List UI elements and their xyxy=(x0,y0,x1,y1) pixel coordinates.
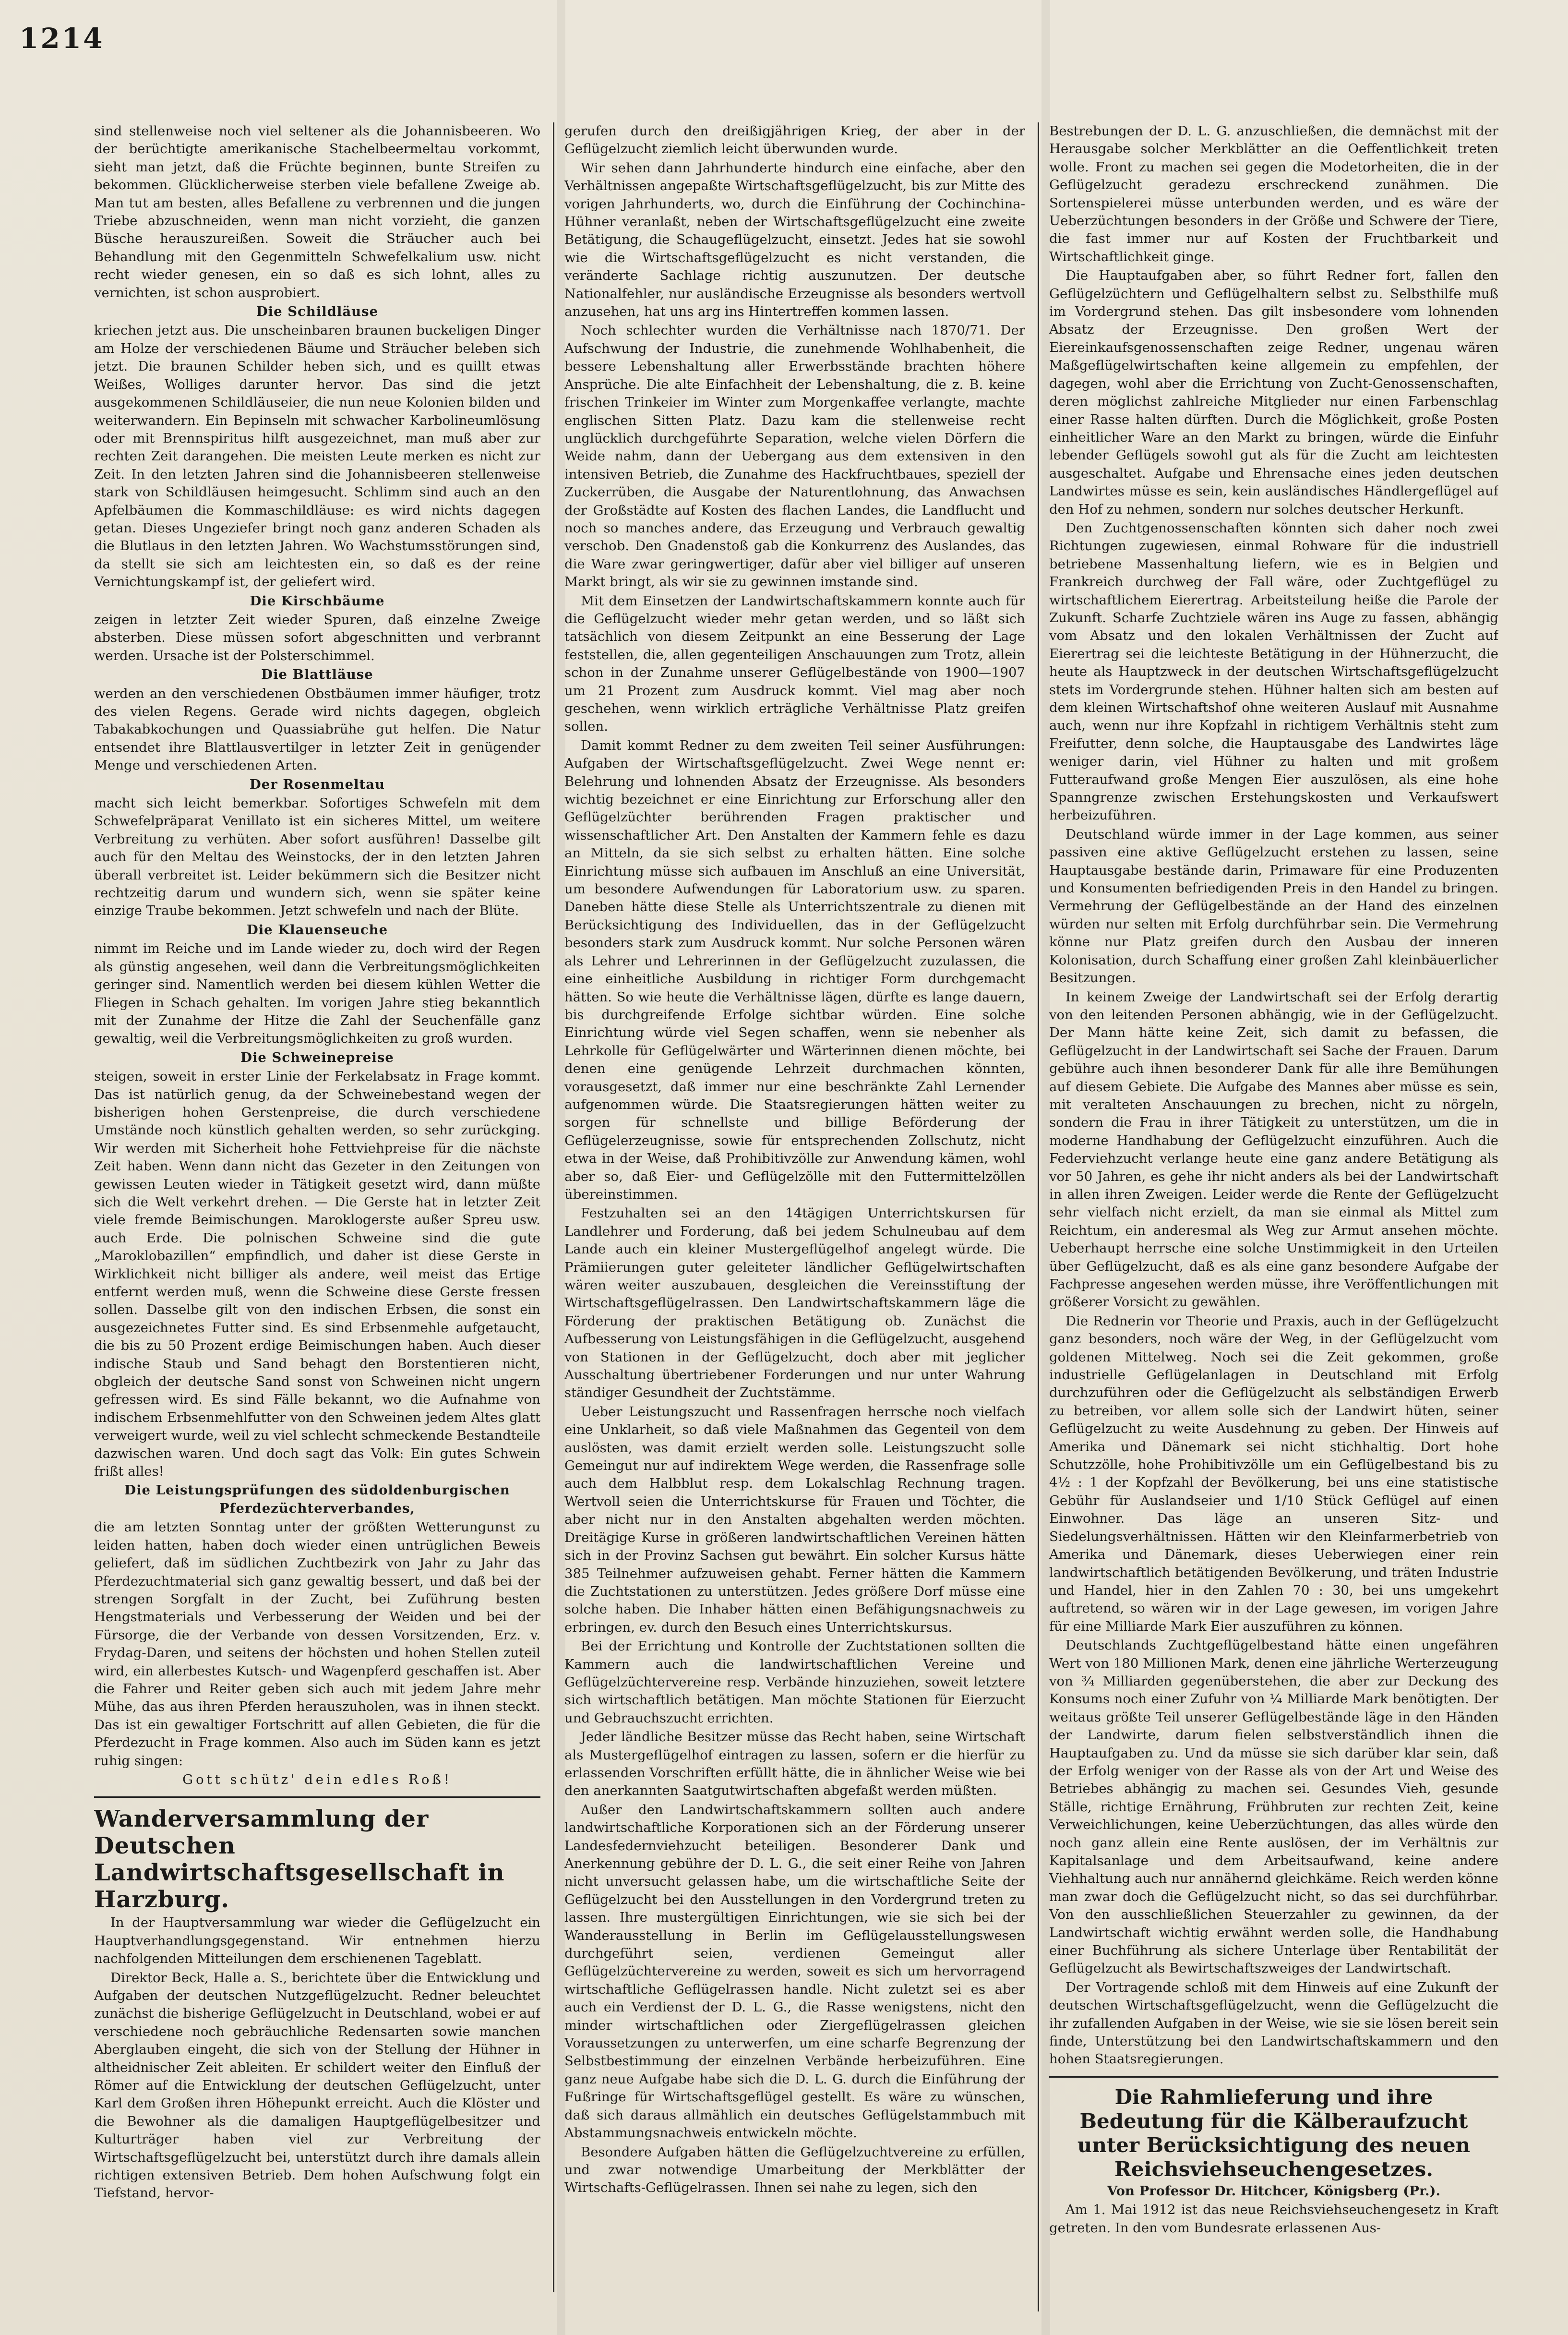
paragraph: Damit kommt Redner zu dem zweiten Teil seiner Ausführungen: Aufgaben der Wirtschaftsgeflügelzucht. Zwei Wege nennt er: Belehrung und lohnenden Absatz der Erzeugnisse. Als besonders wichtig bezeichnet er eine Einrichtung zur Erforschung aller den Geflügelzüchter berührenden Fragen praktischer und wissenschaftlicher Art. Den Anstalten der Kammern fehle es dazu an Mitteln, da sie sich selbst zu erhalten hätten. Eine solche Einrichtung müsse sich aufbauen im Anschluß an eine Universität, um besondere Aufwendungen für Laboratorium usw. zu sparen. Daneben hätte diese Stelle als Unterrichtszentrale zu dienen mit Berücksichtigung des Individuellen, das in der Geflügelzucht besonders stark zum Ausdruck kommt. Nur solche Personen wären als Lehrer und Lehrerinnen in der Geflügelzucht zuzulassen, die eine einheitliche Ausbildung in richtiger Form durchgemacht hätten. So wie heute die Verhältnisse lägen, dürfte es lange dauern, bis durchgreifende Erfolge sichtbar würden. Eine solche Einrichtung würde viel Segen schaffen, wenn sie nebenher als Lehrkolle für Geflügelwärter und Wärterinnen dienen möchte, bei denen eine genügende Lehrzeit durchmachen könnten, vorausgesetzt, daß immer nur eine beschränkte Zahl Lernender aufgenommen würde. Die Staatsregierungen hätten weiter zu sorgen für schnellste und billige Beförderung der Geflügelerzeugnisse, sowie für entsprechenden Zollschutz, nicht etwa in der Weise, daß Prohibitivzölle zur Anwendung kämen, wohl aber so, daß Eier- und Geflügelzölle mit den Futtermittelzöllen übereinstimmen. xyxy=(564,737,1025,1202)
paragraph: Den Zuchtgenossenschaften könnten sich daher noch zwei Richtungen zugewiesen, einmal Rohware für die industriell betriebene Massenhaltung liefern, wie es in Belgien und Frankreich durchweg der Fall wäre, oder Zuchtgeflügel zu wirtschaftlichem Eierertrag. Arbeitsteilung heiße die Parole der Zukunft. Scharfe Zuchtziele wären ins Auge zu fassen, abhängig vom Absatz und den lokalen Verhältnissen der Zucht auf Eierertrag sei die leichteste Betätigung in der Hühnerzucht, die heute als Hauptzweck in der deutschen Wirtschaftsgeflügelzucht stets im Vordergrunde stehen. Hühner halten sich am besten auf dem kleinen Wirtschaftshof ohne weiteren Auslauf mit Ausnahme auch, wenn nur ihre Kopfzahl in richtigem Verhältnis steht zum Freifutter, denn solche, die Hauptausgabe des Landwirtes läge weniger darin, viel Hühner zu halten und mit großem Futteraufwand große Mengen Eier auszulösen, als eine hohe Spanngrenze zwischen Erstehungskosten und Verkaufswert herbeizuführen. xyxy=(1049,520,1498,823)
paragraph: Bei der Errichtung und Kontrolle der Zuchtstationen sollten die Kammern auch die landwirtschaftlichen Vereine und Geflügelzüchtervereine resp. Verbände hinzuziehen, soweit letztere sich wirtschaftlich betätigen. Man möchte Stationen für Eierzucht und Gebrauchszucht errichten. xyxy=(564,1638,1025,1726)
article-title: Wanderversammlung der Deutschen Landwirtschaftsgesellschaft in Harzburg. xyxy=(94,1805,505,1914)
paragraph: Jeder ländliche Besitzer müsse das Recht haben, seine Wirtschaft als Mustergeflügelhof eintragen zu lassen, sofern er die hierfür zu erlassenden Vorschriften erfüllt hätte, die in ähnlicher Weise wie bei den anerkannten Saatgutwirtschaften abgefaßt werden müßten. xyxy=(564,1729,1025,1799)
paragraph: Mit dem Einsetzen der Landwirtschaftskammern konnte auch für die Geflügelzucht wieder mehr getan werden, und so läßt sich tatsächlich von diesem Zeitpunkt an eine Besserung der Lage feststellen, die, allen gegenteiligen Anschauungen zum Trotz, allein schon in der Zunahme unserer Geflügelbestände von 1900—1907 um 21 Prozent zum Ausdruck kommt. Viel mag aber noch geschehen, wenn wirklich erträgliche Verhältnisse Platz greifen sollen. xyxy=(564,593,1025,734)
paragraph: Am 1. Mai 1912 ist das neue Reichsviehseuchengesetz in Kraft getreten. In den vom Bundesrate erlassenen Aus- xyxy=(1049,2202,1498,2236)
paragraph: In der Hauptversammlung war wieder die Geflügelzucht ein Hauptverhandlungsgegenstand. Wir entnehmen hierzu nachfolgenden Mitteilungen dem erschienenen Tageblatt. xyxy=(94,1915,540,1967)
column-3 xyxy=(1049,122,1498,2302)
paragraph: gerufen durch den dreißigjährigen Krieg, der aber in der Geflügelzucht ziemlich leicht überwunden wurde. xyxy=(564,123,1025,157)
section-heading: Die Schildläuse xyxy=(256,304,379,320)
divider xyxy=(94,1796,540,1798)
motto-line: Gott schütz' dein edles Roß! xyxy=(182,1771,452,1787)
divider xyxy=(1049,2076,1498,2078)
page-number: 1214 xyxy=(19,22,105,55)
paragraph: Besondere Aufgaben hätten die Geflügelzuchtvereine zu erfüllen, und zwar notwendige Umarbeitung der Merkblätter der Wirtschafts-Geflügelrassen. Ihnen sei nahe zu legen, sich den xyxy=(564,2144,1025,2196)
column-rule xyxy=(553,122,554,2292)
paragraph: Bestrebungen der D. L. G. anzuschließen, die demnächst mit der Herausgabe solcher Merkblätter an die Oeffentlichkeit treten wolle. Front zu machen sei gegen die Modetorheiten, die in der Geflügelzucht geradezu erschreckend zunähmen. Die Sortenspielerei müsse unterbunden werden, und es wäre der Ueberzüchtungen besonders in der Größe und Schwere der Tiere, die fast immer nur auf Kosten der Fruchtbarkeit und Wirtschaftlichkeit ginge. xyxy=(1049,123,1498,265)
section-heading: Die Klauenseuche xyxy=(246,922,388,938)
article-author: Von Professor Dr. Hitchcer, Königsberg (Pr.). xyxy=(1107,2183,1441,2199)
article-title: Die Rahmlieferung und ihre Bedeutung für die Kälberaufzucht unter Berücksichtigung des neuen Reichsviehseuchengesetzes. xyxy=(1077,2085,1471,2181)
column-2 xyxy=(564,122,1025,2307)
paragraph: zeigen in letzter Zeit wieder Spuren, daß einzelne Zweige absterben. Diese müssen sofort abgeschnitten und verbrannt werden. Ursache ist der Polsterschimmel. xyxy=(94,612,540,663)
section-heading: Die Leistungsprüfungen des südoldenburgischen Pferdezüchterverbandes, xyxy=(124,1482,510,1516)
paragraph: steigen, soweit in erster Linie der Ferkelabsatz in Frage kommt. Das ist natürlich genug, da der Schweinebestand wegen der bisherigen hohen Gerstenpreise, die durch verschiedene Umstände noch künstlich gehalten werden, so sehr zurückging. Wir werden mit Sicherheit hohe Fettviehpreise für die nächste Zeit haben. Wenn dann nicht das Gezeter in den Zeitungen von gewissen Leuten wieder in Tätigkeit gesetzt wird, dann müßte sich die Welt verkehrt drehen. — Die Gerste hat in letzter Zeit viele fremde Beimischungen. Maroklogerste außer Spreu usw. auch Erde. Die polnischen Schweine sind die gute „Maroklobazillen“ empfindlich, und daher ist diese Gerste in Wirklichkeit nicht billiger als andere, weil meist das Ertige entfernt werden muß, wenn die Schweine diese Gerste fressen sollen. Dasselbe gilt von den indischen Erbsen, die sonst ein ausgezeichnetes Futter sind. Es sind Erbsenmehle aufgetaucht, die bis zu 50 Prozent erdige Beimischungen haben. Auch dieser indische Staub und Sand behagt den Borstentieren nicht, obgleich der deutsche Sand sonst von Schweinen nicht ungern gefressen wird. Es sind Fälle bekannt, wo die Aufnahme von indischem Erbsenmehlfutter von den Schweinen jedem Altes glatt verweigert wurde, weil zu viel schlecht schmeckende Bestandteile dazwischen waren. Und doch sagt das Volk: Ein gutes Schwein frißt alles! xyxy=(94,1069,540,1480)
paragraph: Die Rednerin vor Theorie und Praxis, auch in der Geflügelzucht ganz besonders, noch wäre der Weg, in der Geflügelzucht vom goldenen Mittelweg. Noch sei die Zeit gekommen, große industrielle Geflügelanlagen in Deutschland mit Erfolg durchzuführen oder die Geflügelzucht als selbständigen Erwerb zu betreiben, vor allem solle sich der Landwirt hüten, seiner Geflügelzucht zu weite Ausdehnung zu geben. Der Hinweis auf Amerika und Dänemark sei nicht stichhaltig. Dort hohe Schutzzölle, hohe Prohibitivzölle um ein Geflügelbestand bis zu 4½ : 1 der Kopfzahl der Bevölkerung, bei uns eine statistische Gebühr für Auslandseier und 1/10 Stück Geflügel auf einen Einwohner. Das läge an unseren Sitz- und Siedelungsverhältnissen. Hätten wir den Kleinfarmerbetrieb von Amerika und Dänemark, dieses Ueberwiegen einer rein landwirtschaftlich betätigenden Bevölkerung, und träten Industrie und Handel, hier in den Zahlen 70 : 30, bei uns umgekehrt auftretend, so wären wir in der Lage gewesen, im vorigen Jahre für eine Milliarde Mark Eier auszuführen zu können. xyxy=(1049,1313,1498,1634)
section-heading: Die Schweinepreise xyxy=(240,1049,394,1065)
paragraph: werden an den verschiedenen Obstbäumen immer häufiger, trotz des vielen Regens. Gerade wird nichts dagegen, obgleich Tabakabkochungen und Quassiabrühe gut helfen. Die Natur entsendet ihre Blattlausvertilger in letzter Zeit in genügender Menge und verschiedenen Arten. xyxy=(94,686,540,773)
paragraph: Die Hauptaufgaben aber, so führt Redner fort, fallen den Geflügelzüchtern und Geflügelhaltern selbst zu. Selbsthilfe muß im Vordergrund stehen. Das gilt insbesondere vom lohnenden Absatz der Erzeugnisse. Den großen Wert der Eiereinkaufsgenossenschaften zeige Redner, ungenau wären Maßgeflügelwirtschaften keine allgemein zu empfehlen, der dagegen, wohl aber die Errichtung von Zucht-Genossenschaften, deren möglichst zahlreiche Mitglieder nur einen Farbenschlag einer Rasse halten dürften. Durch die Möglichkeit, große Posten einheitlicher Ware an den Markt zu bringen, würde die Einfuhr lebender Geflügels sowohl gut als für die Zucht am leichtesten ausgeschaltet. Aufgabe und Ehrensache eines jeden deutschen Landwirtes müsse es sein, kein ausländisches Händlergeflügel auf den Hof zu nehmen, sondern nur solches deutscher Herkunft. xyxy=(1049,268,1498,517)
paragraph: Deutschlands Zuchtgeflügelbestand hätte einen ungefähren Wert von 180 Millionen Mark, denen eine jährliche Werterzeugung von ¾ Milliarden gegenüberstehen, die aber zur Deckung des Konsums noch einer Zufuhr von ¼ Milliarde Mark benötigten. Der weitaus größte Teil unserer Geflügelbestände läge in den Händen der Landwirte, darum fielen selbstverständlich ihnen die Hauptaufgaben zu. Und da müsse sie sich darüber klar sein, daß der Erfolg weniger von der Rasse als von der Art und Weise des Betriebes abhängig zu machen sei. Gesundes Vieh, gesunde Ställe, richtige Ernährung, Frühbruten zur rechten Zeit, keine Verweichlichungen, keine Ueberzüchtungen, das alles würde den noch ganz allein eine Rente auslösen, der im Verhältnis zur Kapitalsanlage und dem Arbeitsaufwand, keine andere Viehhaltung auch nur annähernd gleichkäme. Reich werden könne man zwar doch die Geflügelzucht nicht, so das sei durchführbar. Von den ausschließlichen Steuerzahler zu gewinnen, da der Landwirtschaft wichtig erwähnt werden solle, die Handhabung einer Buchführung als sichere Unterlage über Rentabilität der Geflügelzucht als Bewirtschaftszweiges der Landwirtschaft. xyxy=(1049,1637,1498,1976)
paragraph: sind stellenweise noch viel seltener als die Johannisbeeren. Wo der berüchtigte amerikanische Stachelbeermeltau vorkommt, sieht man jetzt, daß die Früchte beginnen, bunte Streifen zu bekommen. Glücklicherweise sterben viele befallene Zweige ab. Man tut am besten, alles Befallene zu verbrennen und die jungen Triebe abzuschneiden, wenn man nicht vorzieht, die ganzen Büsche herauszureißen. Soweit die Sträucher auch bei Behandlung mit den Gegenmitteln Schwefelkalium usw. nicht recht wieder genesen, ein so daß es sich lohnt, alles zu vernichten, ist schon ausprobiert. xyxy=(94,123,540,301)
section-heading: Die Blattläuse xyxy=(261,667,373,683)
column-1 xyxy=(94,122,540,2268)
paragraph: Außer den Landwirtschaftskammern sollten auch andere landwirtschaftliche Korporationen sich an der Förderung unserer Landesfedernviehzucht beteiligen. Besonderer Dank und Anerkennung gebühre der D. L. G., die seit einer Reihe von Jahren nicht unversucht gelassen habe, um die wirtschaftliche Seite der Geflügelzucht bei den Ausstellungen in den Vordergrund treten zu lassen. Ihre mustergültigen Einrichtungen, wie sie sich bei der Wanderausstellung in Berlin im Geflügelausstellungswesen durchgeführt seien, verdienen Gemeingut aller Geflügelzüchtervereine zu werden, soweit es sich um hervorragend wirtschaftliche Geflügelrassen handle. Nicht zuletzt sei es aber auch ein Verdienst der D. L. G., die Rasse wenigstens, nicht den minder wirtschaftlichen oder Ziergeflügelrassen gleichen Voraussetzungen zu unterwerfen, um eine scharfe Begrenzung der Selbstbestimmung der einzelnen Verbände herbeizuführen. Eine ganz neue Aufgabe habe sich die D. L. G. durch die Einführung der Fußringe für Wirtschaftsgeflügel gestellt. Es wäre zu wünschen, daß sich daraus allmählich ein deutsches Geflügelstammbuch mit Abstammungsnachweis entwickeln möchte. xyxy=(564,1802,1025,2141)
section-heading: Der Rosenmeltau xyxy=(249,776,385,792)
paragraph: In keinem Zweige der Landwirtschaft sei der Erfolg derartig von den leitenden Personen abhängig, wie in der Geflügelzucht. Der Mann hätte keine Zeit, sich damit zu befassen, die Geflügelzucht in der Landwirtschaft sei Sache der Frauen. Darum gebühre auch ihnen besonderer Dank für alle ihre Bemühungen auf diesem Gebiete. Die Aufgabe des Mannes aber müsse es sein, mit veralteten Anschauungen zu brechen, nicht zu nörgeln, sondern die Frau in ihrer Tätigkeit zu unterstützen, um die in moderne Handhabung der Geflügelzucht einzuführen. Auch die Federviehzucht verlange heute eine ganz andere Betätigung als vor 50 Jahren, es gehe ihr nicht anders als bei der Landwirtschaft in allen ihren Zweigen. Leider werde die Rente der Geflügelzucht sehr vielfach nicht erzielt, da man sie einmal als Mittel zum Reichtum, ein anderesmal als Weg zur Armut ansehen möchte. Ueberhaupt herrsche eine solche Unstimmigkeit in den Urteilen über Geflügelzucht, daß es als eine ganz besondere Aufgabe der Fachpresse angesehen werden müsse, ihre Veröffentlichungen mit größerer Vorsicht zu gewählen. xyxy=(1049,989,1498,1310)
paragraph: Wir sehen dann Jahrhunderte hindurch eine einfache, aber den Verhältnissen angepaßte Wirtschaftsgeflügelzucht, bis zur Mitte des vorigen Jahrhunderts, wo, durch die Einführung der Cochinchina-Hühner veranlaßt, neben der Wirtschaftsgeflügelzucht eine zweite Betätigung, die Schaugeflügelzucht, einsetzt. Jedes hat sie sowohl wie die Wirtschaftsgeflügelzucht es nicht verstanden, die veränderte Sachlage richtig auszunutzen. Der deutsche Nationalfehler, nur ausländische Erzeugnisse als besonders wertvoll anzusehen, hat uns arg ins Hintertreffen kommen lassen. xyxy=(564,160,1025,320)
paragraph: Deutschland würde immer in der Lage kommen, aus seiner passiven eine aktive Geflügelzucht erstehen zu lassen, seine Hauptausgabe bestände darin, Primaware für eine Produzenten und Konsumenten befriedigenden Preis in den Handel zu bringen. Vermehrung der Geflügelbestände an der Hand des einzelnen würden nur selten mit Erfolg durchführbar sein. Die Vermehrung könne nur Platz greifen durch den Ausbau der inneren Kolonisation, durch Schaffung einer großen Zahl kleinbäuerlicher Besitzungen. xyxy=(1049,826,1498,986)
paragraph: nimmt im Reiche und im Lande wieder zu, doch wird der Regen als günstig angesehen, weil dann die Verbreitungsmöglichkeiten geringer sind. Namentlich werden bei diesem kühlen Wetter die Fliegen in Schach gehalten. Im vorigen Jahre stieg bekanntlich mit der Zunahme der Hitze die Zahl der Seuchenfälle ganz gewaltig, weil die Verbreitungsmöglichkeiten zu groß wurden. xyxy=(94,941,540,1047)
paragraph: kriechen jetzt aus. Die unscheinbaren braunen buckeligen Dinger am Holze der verschiedenen Bäume und Sträucher beleben sich jetzt. Die braunen Schilder heben sich, und es quillt etwas Weißes, Wolliges darunter hervor. Das sind die jetzt ausgekommenen Schildläuseier, die nun neue Kolonien bilden und weiterwandern. Ein Bepinseln mit schwacher Karbolineumlösung oder mit Brennspiritus hilft ausgezeichnet, man muß aber zur rechten Zeit darangehen. Die meisten Leute merken es nicht zur Zeit. In den letzten Jahren sind die Johannisbeeren stellenweise stark von Schildläusen heimgesucht. Schlimm sind auch an den Apfelbäumen die Kommaschildläuse: es wird nichts dagegen getan. Dieses Ungeziefer bringt noch ganz anderen Schaden als die Blutlaus in den letzten Jahren. Wo Wachstumsstörungen sind, da stellt sie sich am leichtesten ein, so daß es der reine Vernichtungskampf ist, der geliefert wird. xyxy=(94,323,540,590)
paragraph: macht sich leicht bemerkbar. Sofortiges Schwefeln mit dem Schwefelpräparat Venillato ist ein sicheres Mittel, um weitere Verbreitung zu verhüten. Aber sofort ausführen! Dasselbe gilt auch für den Meltau des Weinstocks, der in den letzten Jahren überall verbreitet ist. Leider bekümmern sich die Besitzer nicht rechtzeitig darum und wundern sich, wenn sie später keine einzige Traube bekommen. Jetzt schwefeln und nach der Blüte. xyxy=(94,795,540,919)
paragraph: Direktor Beck, Halle a. S., berichtete über die Entwicklung und Aufgaben der deutschen Nutzgeflügelzucht. Redner beleuchtet zunächst die bisherige Geflügelzucht in Deutschland, wobei er auf verschiedene noch gebräuchliche Redensarten sowie manchen Aberglauben eingeht, die sich von der Stellung der Hühner in altheidnischer Zeit ableiten. Er schildert weiter den Einfluß der Römer auf die Entwicklung der deutschen Geflügelzucht, unter Karl dem Großen ihren Höhepunkt erreicht. Auch die Klöster und die Bewohner als die damaligen Hauptgeflügelbesitzer und Kulturträger haben viel zur Verbreitung der Wirtschaftsgeflügelzucht bei, unterstützt durch ihre damals allein richtigen extensiven Betrieb. Dem hohen Aufschwung folgt ein Tiefstand, hervor- xyxy=(94,1970,540,2201)
paragraph: Ueber Leistungszucht und Rassenfragen herrsche noch vielfach eine Unklarheit, so daß viele Maßnahmen das Gegenteil von dem auslösten, was damit erzielt werden solle. Leistungszucht solle Gemeingut nur auf indirektem Wege werden, die Rassenfrage solle auch dem Halbblut resp. dem Lokalschlag Rechnung tragen. Wertvoll seien die Unterrichtskurse für Frauen und Töchter, die aber nicht nur in den Anstalten abgehalten werden möchten. Dreitägige Kurse in größeren landwirtschaftlichen Vereinen hätten sich in der Provinz Sachsen gut bewährt. Ein solcher Kursus hätte 385 Teilnehmer aufzuweisen gehabt. Ferner hätten die Kammern die Zuchtstationen zu unterstützen. Jedes größere Dorf müsse eine solche haben. Die Inhaber hätten einen Befähigungsnachweis zu erbringen, ev. durch den Besuch eines Unterrichtskursus. xyxy=(564,1404,1025,1635)
paragraph: die am letzten Sonntag unter der größten Wetterungunst zu leiden hatten, haben doch wieder einen untrüglichen Beweis geliefert, daß im südlichen Zuchtbezirk von Jahr zu Jahr das Pferdezuchtmaterial sich ganz gewaltig bessert, und daß bei der strengen Sorgfalt in der Zucht, bei Zuführung besten Hengstmaterials und Verbesserung der Weiden und bei der Fürsorge, die der Verbande von dessen Vorsitzenden, Erz. v. Frydag-Daren, und seitens der höchsten und hohen Stellen zuteil wird, ein allerbestes Kutsch- und Wagenpferd geschaffen ist. Aber die Fahrer und Reiter geben sich auch mit jedem Jahre mehr Mühe, das aus ihren Pferden herauszuholen, was in ihnen steckt. Das ist ein gewaltiger Fortschritt auf allen Gebieten, die für die Pferdezucht in Frage kommen. Also auch im Süden kann es jetzt ruhig singen: xyxy=(94,1519,540,1769)
paragraph: Der Vortragende schloß mit dem Hinweis auf eine Zukunft der deutschen Wirtschaftsgeflügelzucht, wenn die Geflügelzucht die ihr zufallenden Aufgaben in der Weise, wie sie sie lösen bereit sein finde, Unterstützung bei den Landwirtschaftskammern und den hohen Staatsregierungen. xyxy=(1049,1979,1498,2067)
section-heading: Die Kirschbäume xyxy=(250,593,385,609)
paragraph: Festzuhalten sei an den 14tägigen Unterrichtskursen für Landlehrer und Forderung, daß bei jedem Schulneubau auf dem Lande auch ein kleiner Mustergeflügelhof angelegt würde. Die Prämiierungen guter geleiteter ländlicher Geflügelwirtschaften wären weiter auszubauen, desgleichen die Vereinsstiftung der Wirtschaftsgeflügelrassen. Den Landwirtschaftskammern läge die Förderung der praktischen Betätigung ob. Zunächst die Aufbesserung von Leistungsfähigen in die Geflügelzucht, ausgehend von Stationen in der Geflügelzucht, doch aber mit jeglicher Ausschaltung übertriebener Forderungen und nur unter Wahrung ständiger Gesundheit der Zuchtstämme. xyxy=(564,1205,1025,1401)
column-rule xyxy=(1038,122,1039,2311)
paragraph: Noch schlechter wurden die Verhältnisse nach 1870/71. Der Aufschwung der Industrie, die zunehmende Wohlhabenheit, die bessere Lebenshaltung aller Erwerbsstände brachten höhere Ansprüche. Die alte Einfachheit der Lebenshaltung, die z. B. keine frischen Trinkeier im Winter zum Morgenkaffee verlangte, machte englischen Sitten Platz. Dazu kam die stellenweise recht unglücklich durchgeführte Separation, welche vielen Dörfern die Weide nahm, dann der Uebergang aus dem extensiven in den intensiven Betrieb, die Zunahme des Hackfruchtbaues, speziell der Zuckerrüben, die Ausgabe der Naturentlohnung, das Anwachsen der Großstädte auf Kosten des flachen Landes, die Landflucht und noch so manches andere, das Erzeugung und Verbrauch gewaltig verschob. Den Gnadenstoß gab die Konkurrenz des Auslandes, das die Ware zwar geringwertiger, dafür aber viel billiger auf unseren Markt bringt, als wir sie zu gewinnen imstande sind. xyxy=(564,323,1025,590)
